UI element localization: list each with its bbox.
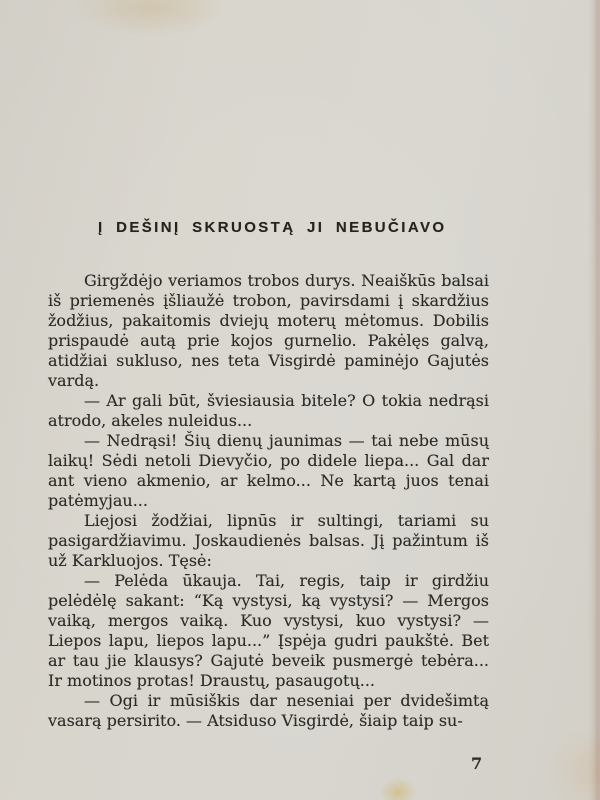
paragraph: — Ogi ir mūsiškis dar neseniai per dvidešimtą vasarą persirito. — Atsiduso Visgirdė, šiaip taip su- bbox=[48, 691, 489, 730]
page-number: 7 bbox=[471, 754, 483, 773]
paragraph: Liejosi žodžiai, lipnūs ir sultingi, tariami su pasigardžiavimu. Joskaudienės balsas. Jį pažintum iš už Karkluojos. Tęsė: bbox=[48, 511, 489, 570]
paragraph: — Ar gali būt, šviesiausia bitele? O tokia nedrąsi atrodo, akeles nuleidus... bbox=[48, 391, 489, 430]
paragraph: Girgždėjo veriamos trobos durys. Neaiškūs balsai iš priemenės įšliaužė trobon, pavirsdami į skardžius žodžius, pakaitomis dviejų moterų mėtomus. Dobilis prispaudė autą prie kojos gurnelio. Pakėlęs galvą, atidžiai sukluso, nes teta Visgirdė paminėjo Gajutės vardą. bbox=[48, 271, 489, 390]
page-edge-shadow bbox=[588, 0, 600, 800]
body-text bbox=[48, 271, 489, 731]
paragraph: — Pelėda ūkauja. Tai, regis, taip ir girdžiu pelėdėlę sakant: “Ką vystysi, ką vystysi? — Mergos vaiką, mergos vaiką. Kuo vystysi, kuo vystysi? — Liepos lapu, liepos lapu...” Įspėja gudri paukštė. Bet ar tau jie klausys? Gajutė beveik pusmergė tebėra... Ir motinos protas! Draustų, pasaugotų... bbox=[48, 571, 489, 690]
chapter-title: Į DEŠINĮ SKRUOSTĄ JI NEBUČIAVO bbox=[98, 219, 447, 236]
paragraph: — Nedrąsi! Šių dienų jaunimas — tai nebe mūsų laikų! Sėdi netoli Dievyčio, po didele liepa... Gal dar ant vieno akmenio, ar kelmo... Ne kartą juos tenai patėmyjau... bbox=[48, 431, 489, 510]
